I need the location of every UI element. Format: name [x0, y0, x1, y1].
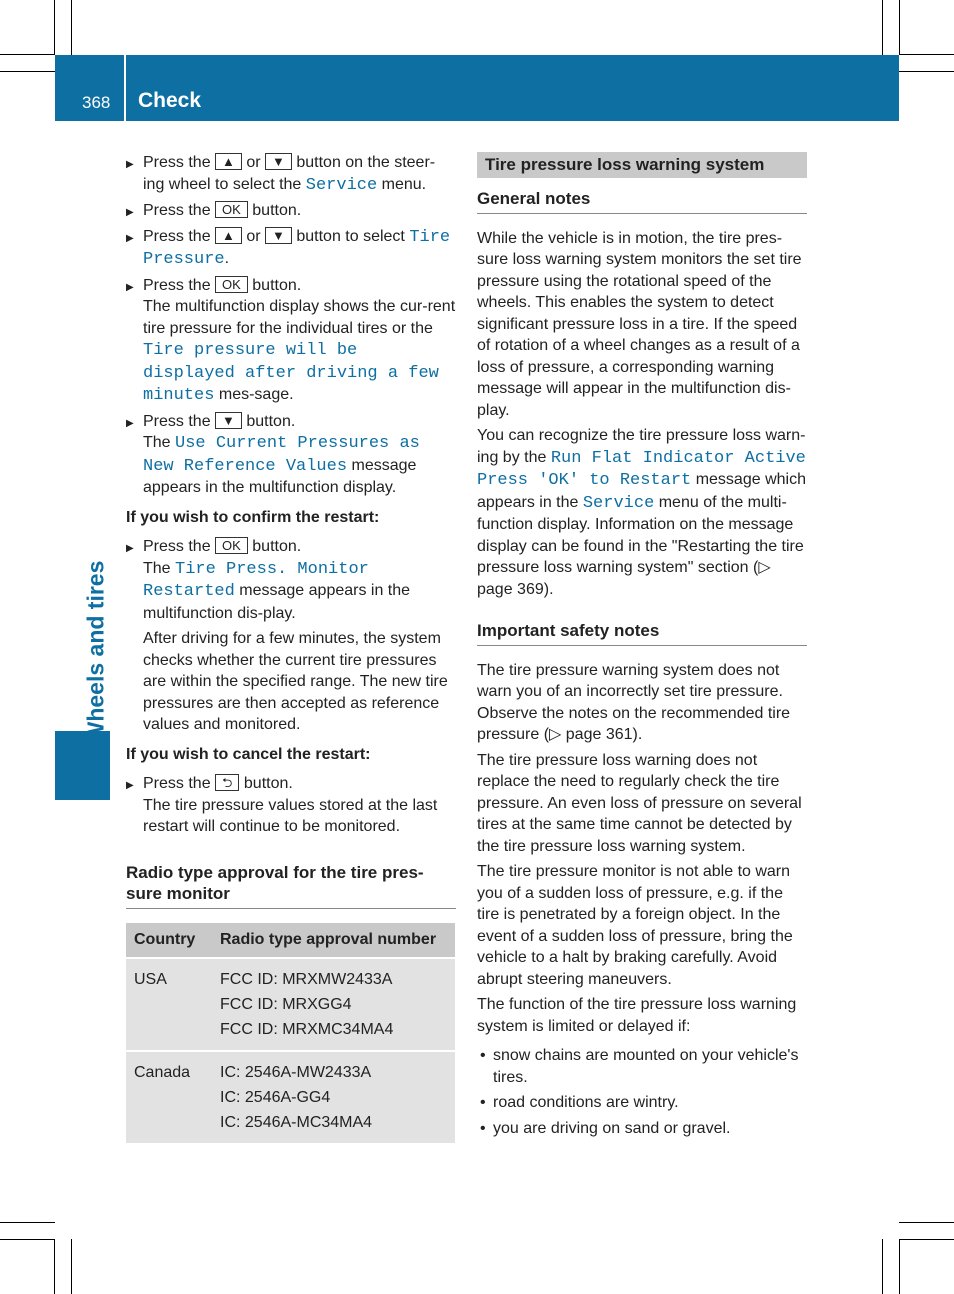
instruction-step: [126, 411, 456, 499]
display-message: Tire Press. Monitor Restarted: [143, 559, 369, 601]
step-text: button.: [247, 538, 302, 555]
step-text: The: [143, 559, 176, 577]
approval-ids-cell: [212, 958, 455, 1051]
approval-id: FCC ID: MRXMC34MA4: [220, 1020, 394, 1038]
section-title: Check: [138, 89, 202, 112]
general-paragraph: [477, 425, 807, 600]
step-text: mes-sage.: [214, 386, 294, 403]
crop-mark: [71, 0, 72, 55]
instruction-step: [126, 536, 456, 624]
step-text: message appears in the multifunction display.: [143, 456, 417, 496]
left-column: [126, 152, 456, 1145]
list-item: • snow chains are mounted on your vehicle's tires.: [477, 1045, 807, 1088]
header-divider: [124, 55, 126, 121]
approval-id: IC: 2546A-GG4: [220, 1088, 331, 1106]
step-text: menu.: [377, 175, 427, 193]
country-cell: USA: [126, 958, 212, 1051]
crop-mark: [0, 54, 55, 55]
column-header: Country: [126, 923, 212, 958]
page-number: 368: [82, 93, 111, 112]
crop-mark: [899, 54, 954, 55]
approval-id: IC: 2546A-MC34MA4: [220, 1113, 373, 1131]
general-paragraph: While the vehicle is in motion, the tire pres-sure loss warning system monitors the set tire pressure using the rotational speed of the wheels. This enables the system to detect significant pressure loss in a tire. If the speed of rotation of a wheel changes as a result of a loss of pressure, a corresponding warning message will appear in the multifunction dis-play.: [477, 229, 802, 419]
instruction-step: [126, 200, 456, 222]
approval-id: IC: 2546A-MW2433A: [220, 1063, 372, 1081]
crop-mark: [0, 1239, 55, 1240]
ok-key: OK: [215, 201, 248, 218]
step-text: button to select: [291, 227, 410, 245]
crop-mark: [899, 1239, 900, 1294]
up-arrow-key: ▲: [215, 227, 242, 244]
paragraph-text: You can recognize the tire pressure loss warn-ing by the: [477, 427, 806, 466]
cancel-heading: If you wish to cancel the restart:: [126, 745, 371, 763]
step-text: Press the: [143, 202, 216, 219]
ok-key: OK: [215, 276, 248, 293]
instruction-step: [126, 226, 456, 271]
step-text: The multifunction display shows the cur-rent tire pressure for the individual tires or the: [143, 298, 456, 337]
ok-key: OK: [215, 537, 248, 554]
table-header-row: [126, 923, 455, 958]
crop-mark: [899, 0, 900, 55]
step-text: button.: [241, 412, 296, 430]
radio-approval-heading: Radio type approval for the tire pres-sure monitor: [126, 862, 456, 909]
list-item: • road conditions are wintry.: [477, 1092, 807, 1114]
instruction-step: [126, 152, 456, 196]
step-text: Press the: [143, 227, 216, 245]
step-text: The: [143, 434, 176, 451]
step-text: button.: [239, 775, 293, 792]
right-column: [477, 152, 807, 1143]
table-row: [126, 1051, 455, 1144]
up-arrow-key: ▲: [215, 153, 242, 170]
step-text: Press the: [143, 276, 216, 294]
step-text: Press the: [143, 412, 216, 430]
step-text: Press the: [143, 538, 216, 555]
step-text: or: [241, 227, 266, 245]
step-text: button.: [247, 202, 302, 219]
display-message: Tire Pressure: [143, 227, 451, 269]
paragraph-text: menu of the multi-function display. Information on the message display can be found in the "Restarting the tire pressure loss warning system" section (▷ page 369).: [477, 493, 804, 598]
crop-mark: [54, 0, 55, 55]
step-text: Press the: [143, 154, 216, 171]
crop-mark: [882, 1239, 883, 1294]
main-heading: Tire pressure loss warning system: [477, 152, 807, 178]
crop-mark: [899, 71, 954, 72]
crop-mark: [71, 1239, 72, 1294]
step-text: button.: [247, 276, 302, 294]
radio-approval-table: [126, 923, 455, 1145]
country-cell: Canada: [126, 1051, 212, 1144]
step-text: message appears in the multifunction dis-play.: [143, 582, 411, 622]
back-key: ⮌: [215, 774, 239, 791]
list-item: • you are driving on sand or gravel.: [477, 1118, 807, 1140]
step-text: The tire pressure values stored at the last restart will continue to be monitored.: [143, 796, 438, 835]
display-message: Service: [582, 493, 655, 513]
instruction-step: [126, 275, 456, 407]
step-text: .: [224, 250, 230, 267]
down-arrow-key: ▼: [265, 153, 292, 170]
side-tab-label: Wheels and tires: [82, 560, 109, 744]
approval-id: FCC ID: MRXGG4: [220, 995, 352, 1013]
crop-mark: [882, 0, 883, 55]
crop-mark: [0, 71, 55, 72]
crop-mark: [54, 1239, 55, 1294]
table-row: [126, 958, 455, 1051]
safety-paragraph: The function of the tire pressure loss warning system is limited or delayed if:: [477, 996, 797, 1035]
step-text: button on the steer-ing wheel to select the: [143, 154, 436, 193]
display-message: Service: [305, 175, 378, 195]
crop-mark: [0, 1222, 55, 1223]
approval-ids-cell: [212, 1051, 455, 1144]
down-arrow-key: ▼: [215, 412, 242, 429]
safety-paragraph: The tire pressure loss warning does not replace the need to regularly check the tire pressure. An even loss of pressure on several tires at the same time cannot be detected by the tire pressure loss warning system.: [477, 751, 802, 855]
safety-notes-heading: Important safety notes: [477, 620, 807, 646]
general-notes-heading: General notes: [477, 188, 807, 214]
display-message: Run Flat Indicator Active Press 'OK' to Restart: [477, 448, 806, 490]
display-message: Use Current Pressures as New Reference Values: [143, 434, 420, 476]
instruction-step: [126, 773, 456, 838]
paragraph-text: message which appears in the: [477, 471, 806, 511]
approval-id: FCC ID: MRXMW2433A: [220, 970, 393, 988]
crop-mark: [899, 1222, 954, 1223]
step-text: or: [241, 154, 266, 171]
display-message: Tire pressure will be displayed after driving a few minutes: [143, 341, 439, 405]
step-text: Press the: [143, 775, 216, 792]
confirm-heading: If you wish to confirm the restart:: [126, 508, 380, 526]
crop-mark: [899, 1239, 954, 1240]
confirm-paragraph: After driving for a few minutes, the system checks whether the current tire pressures are within the specified range. The new tire pressures are then accepted as reference values and monitored.: [143, 630, 448, 733]
safety-paragraph: The tire pressure monitor is not able to warn you of a sudden loss of pressure, e.g. if the tire is penetrated by a foreign object. In the event of a sudden loss of pressure, bring the vehicle to a halt by braking carefully. Avoid abrupt steering maneuvers.: [477, 863, 793, 988]
down-arrow-key: ▼: [265, 227, 292, 244]
safety-paragraph: The tire pressure warning system does not warn you of an incorrectly set tire pressure. Observe the notes on the recommended tire pressure (▷ page 361).: [477, 661, 791, 743]
column-header: Radio type approval number: [212, 923, 455, 958]
